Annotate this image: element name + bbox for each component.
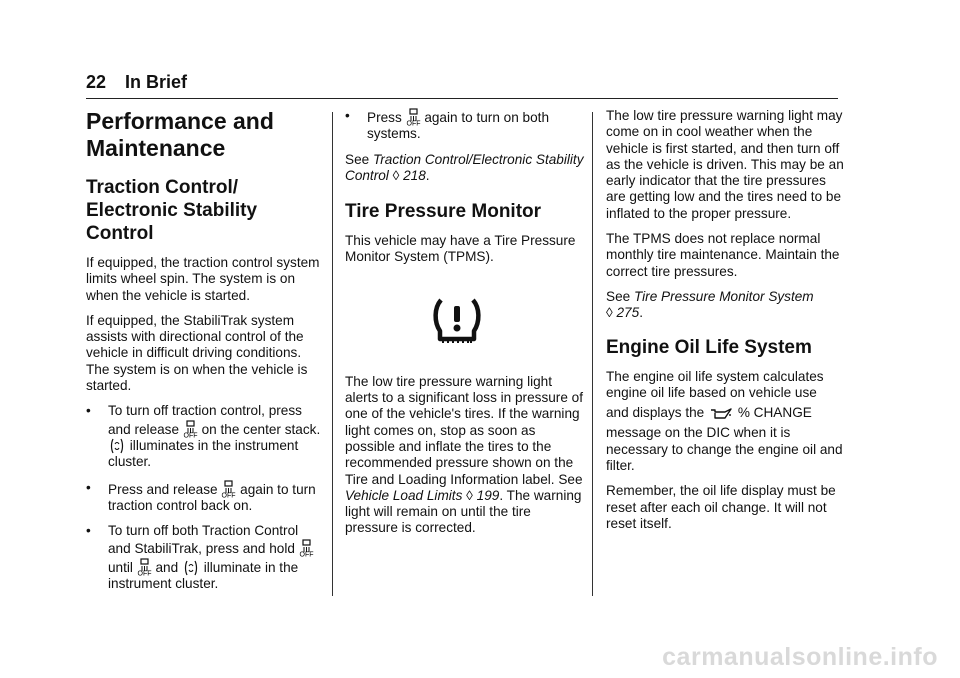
paragraph: The engine oil life system calculates engine oil life based on vehicle use xyxy=(606,368,824,400)
traction-off-icon xyxy=(139,558,150,576)
tpm-heading: Tire Pressure Monitor xyxy=(345,201,542,223)
bullet: • xyxy=(86,403,91,419)
punctuation: . xyxy=(639,305,643,321)
reference-page[interactable]: 199 xyxy=(476,487,500,503)
paragraph xyxy=(606,405,846,421)
stabilitrak-icon xyxy=(184,560,198,576)
bullet-item xyxy=(86,480,322,515)
traction-off-icon xyxy=(185,420,196,438)
bullet-text: and xyxy=(155,559,179,575)
traction-off-icon xyxy=(223,480,234,498)
column-3 xyxy=(606,108,846,541)
bullet-text: again to turn on both systems. xyxy=(367,110,550,142)
paragraph-text: and displays the xyxy=(606,405,705,421)
traction-off-icon xyxy=(408,108,419,126)
paragraph: The low tire pressure warning light may come on in cool weather when the vehicle is first started, and then turn off as the vehicle is driven. This may be an early indicator that the tire pressures are getting low and the tires need to be inflated to the proper pressure. xyxy=(606,108,844,221)
paragraph xyxy=(345,374,585,537)
section-title: In Brief xyxy=(125,72,188,92)
traction-off-icon xyxy=(301,539,312,557)
bullet-text: until xyxy=(108,559,133,575)
page-ref-symbol: ◊ xyxy=(466,487,473,503)
bullet-text: again to turn traction control back on. xyxy=(108,481,316,513)
bullet-item xyxy=(86,523,322,592)
cross-reference xyxy=(606,289,846,322)
reference-link[interactable]: Tire Pressure Monitor System xyxy=(633,288,814,304)
column-2 xyxy=(345,108,585,546)
bullet-text: To turn off traction control, press and release xyxy=(108,403,302,437)
paragraph: If equipped, the StabiliTrak system assists with directional control of the vehicle in difficult driving conditions. The system is on when the vehicle is started. xyxy=(86,312,308,394)
see-text: See xyxy=(345,151,370,167)
icon-label: OFF xyxy=(183,432,198,440)
main-heading: Performance and Maintenance xyxy=(86,108,274,161)
icon-label: OFF xyxy=(221,492,236,500)
bullet-text: Press xyxy=(367,110,402,125)
icon-label: OFF xyxy=(137,570,152,578)
traction-heading: Traction Control/ Electronic Stability Control xyxy=(86,177,258,244)
paragraph: message on the DIC when it is necessary to change the engine oil and filter. xyxy=(606,425,843,474)
bullet-text: on the center stack. xyxy=(201,421,321,437)
bullet-text: To turn off both Traction Control and StabiliTrak, press and hold xyxy=(108,523,299,557)
cross-reference xyxy=(345,152,585,185)
paragraph: The TPMS does not replace normal monthly tire maintenance. Maintain the correct tire pressures. xyxy=(606,231,840,279)
stabilitrak-icon xyxy=(110,438,124,454)
header-rule xyxy=(86,98,838,99)
bullet-text: illuminates in the instrument cluster. xyxy=(108,437,299,470)
bullet-item xyxy=(345,108,585,143)
watermark-footer xyxy=(0,634,960,678)
reference-page[interactable]: 218 xyxy=(403,167,426,183)
paragraph-text: The low tire pressure warning light alerts to a significant loss in pressure of one of the vehicle's tires. If the warning light comes on, stop as soon as possible and inflate the tires to the recommended pressure shown on the Tire and Loading Information label. See xyxy=(345,373,584,487)
oil-life-heading: Engine Oil Life System xyxy=(606,336,812,358)
column-1 xyxy=(86,108,322,601)
column-divider xyxy=(592,112,593,596)
reference-page[interactable]: 275 xyxy=(616,305,640,321)
icon-label: OFF xyxy=(299,551,314,559)
icon-label: OFF xyxy=(406,120,421,128)
column-divider xyxy=(332,112,333,596)
see-text: See xyxy=(606,288,631,304)
page-ref-symbol: ◊ xyxy=(606,305,613,321)
oil-can-icon xyxy=(710,407,732,421)
bullet-text: Press and release xyxy=(108,481,218,497)
bullet: • xyxy=(86,523,91,539)
reference-link[interactable]: Vehicle Load Limits xyxy=(345,487,463,503)
paragraph: This vehicle may have a Tire Pressure Monitor System (TPMS). xyxy=(345,233,576,265)
paragraph-text: . The warning light will remain on until the tire pressure is corrected. xyxy=(345,487,582,536)
bullet-item xyxy=(86,403,322,470)
page-ref-symbol: ◊ xyxy=(392,167,400,183)
punctuation: . xyxy=(425,167,430,183)
page-number: 22 xyxy=(86,72,107,92)
bullet-text: illuminate in the instrument cluster. xyxy=(108,559,299,592)
reference-link[interactable]: Traction Control/Electronic Stability Control xyxy=(345,151,584,183)
paragraph: If equipped, the traction control system limits wheel spin. The system is on when the vehicle is started. xyxy=(86,255,320,303)
page-header xyxy=(86,72,187,93)
bullet: • xyxy=(345,108,350,123)
bullet: • xyxy=(86,479,91,495)
paragraph: Remember, the oil life display must be reset after each oil change. It will not reset itself. xyxy=(606,483,836,531)
watermark: carmanualsonline.info xyxy=(662,643,938,671)
oil-change-message: % CHANGE xyxy=(737,405,812,421)
tire-pressure-warning-icon xyxy=(431,296,483,344)
